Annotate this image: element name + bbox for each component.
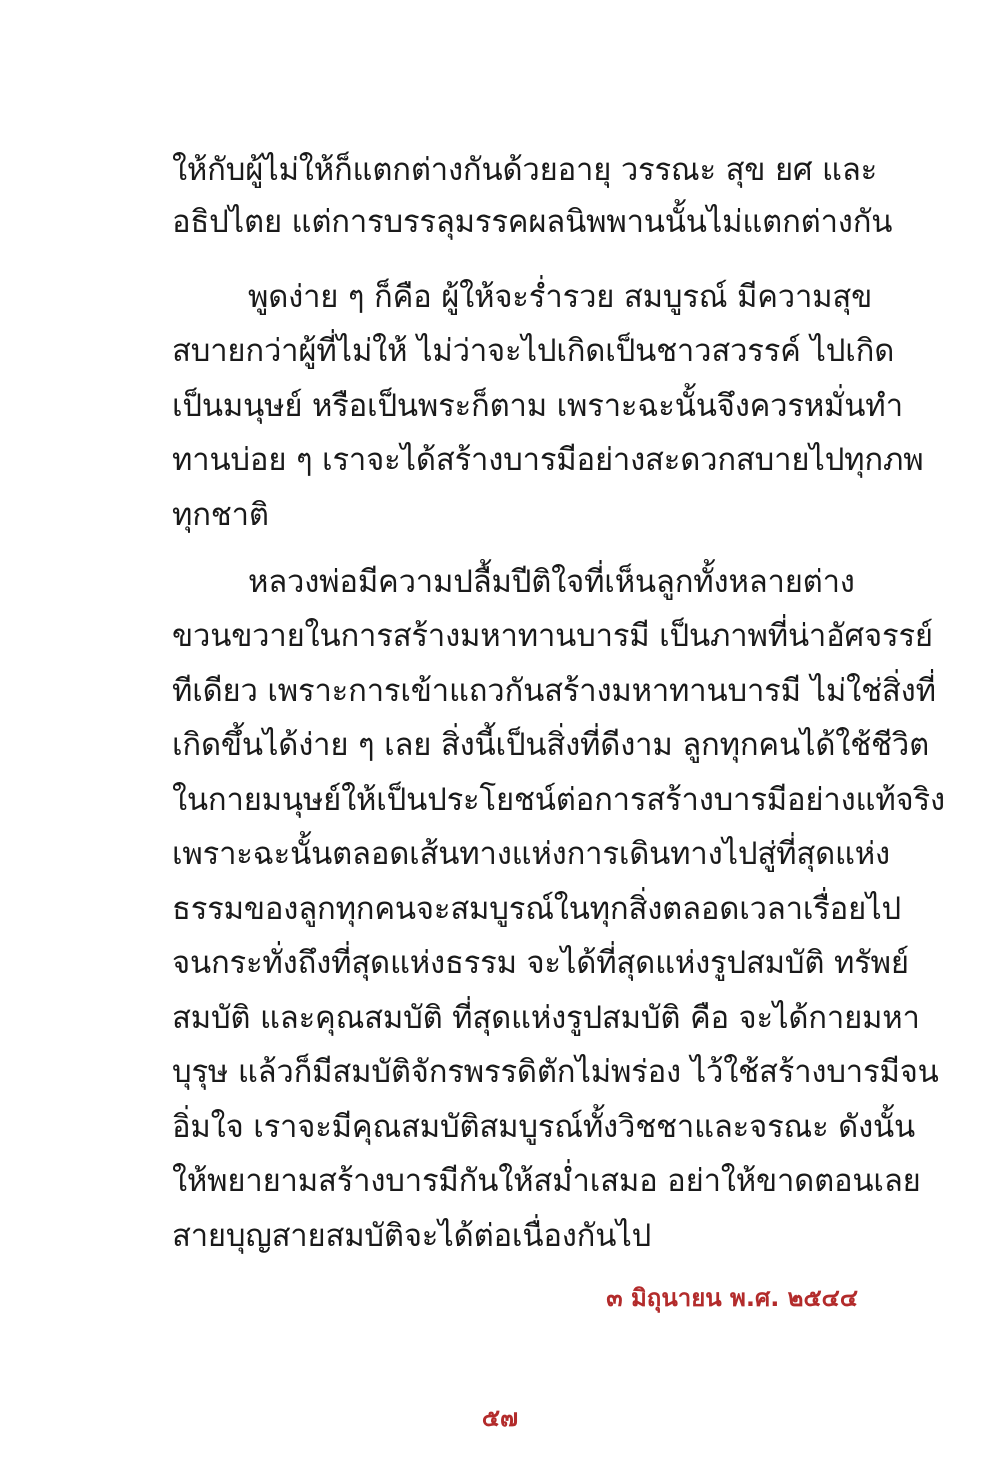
body-line: เป็นมนุษย์ หรือเป็นพระก็ตาม เพราะฉะนั้นจึงควรหมั่นทำ [172, 388, 903, 424]
body-line: สายบุญสายสมบัติจะได้ต่อเนื่องกันไป [172, 1218, 652, 1254]
body-line: ธรรมของลูกทุกคนจะสมบูรณ์ในทุกสิ่งตลอดเวลาเรื่อยไป [172, 891, 901, 927]
body-line: ทีเดียว เพราะการเข้าแถวกันสร้างมหาทานบารมี ไม่ใช่สิ่งที่ [172, 673, 936, 709]
body-line: จนกระทั่งถึงที่สุดแห่งธรรม จะได้ที่สุดแห่งรูปสมบัติ ทรัพย์ [172, 945, 909, 981]
body-line: บุรุษ แล้วก็มีสมบัติจักรพรรดิตักไม่พร่อง ไว้ใช้สร้างบารมีจน [172, 1054, 939, 1090]
body-line: อธิปไตย แต่การบรรลุมรรคผลนิพพานนั้นไม่แตกต่างกัน [172, 204, 893, 240]
paragraph-first-line: หลวงพ่อมีความปลื้มปีติใจที่เห็นลูกทั้งหลายต่าง [248, 564, 855, 600]
body-line: ทานบ่อย ๆ เราจะได้สร้างบารมีอย่างสะดวกสบายไปทุกภพ [172, 442, 924, 478]
dateline: ๓ มิถุนายน พ.ศ. ๒๕๔๔ [606, 1284, 858, 1312]
page-number: ๕๗ [481, 1404, 519, 1432]
body-line: ให้พยายามสร้างบารมีกันให้สม่ำเสมอ อย่าให้ขาดตอนเลย [172, 1163, 921, 1199]
body-line: ให้กับผู้ไม่ให้ก็แตกต่างกันด้วยอายุ วรรณะ สุข ยศ และ [172, 152, 878, 188]
body-line: เกิดขึ้นได้ง่าย ๆ เลย สิ่งนี้เป็นสิ่งที่ดีงาม ลูกทุกคนได้ใช้ชีวิต [172, 727, 930, 763]
body-line: ทุกชาติ [172, 497, 269, 533]
body-line: เพราะฉะนั้นตลอดเส้นทางแห่งการเดินทางไปสู่ที่สุดแห่ง [172, 836, 890, 872]
body-line: ในกายมนุษย์ให้เป็นประโยชน์ต่อการสร้างบารมีอย่างแท้จริง [172, 782, 945, 818]
paragraph-first-line: พูดง่าย ๆ ก็คือ ผู้ให้จะร่ำรวย สมบูรณ์ มีความสุข [248, 279, 873, 315]
body-line: สบายกว่าผู้ที่ไม่ให้ ไม่ว่าจะไปเกิดเป็นชาวสวรรค์ ไปเกิด [172, 333, 895, 369]
body-line: สมบัติ และคุณสมบัติ ที่สุดแห่งรูปสมบัติ คือ จะได้กายมหา [172, 1000, 920, 1036]
body-line: ขวนขวายในการสร้างมหาทานบารมี เป็นภาพที่น่าอัศจรรย์ [172, 618, 933, 654]
body-line: อิ่มใจ เราจะมีคุณสมบัติสมบูรณ์ทั้งวิชชาและจรณะ ดังนั้น [172, 1109, 916, 1145]
